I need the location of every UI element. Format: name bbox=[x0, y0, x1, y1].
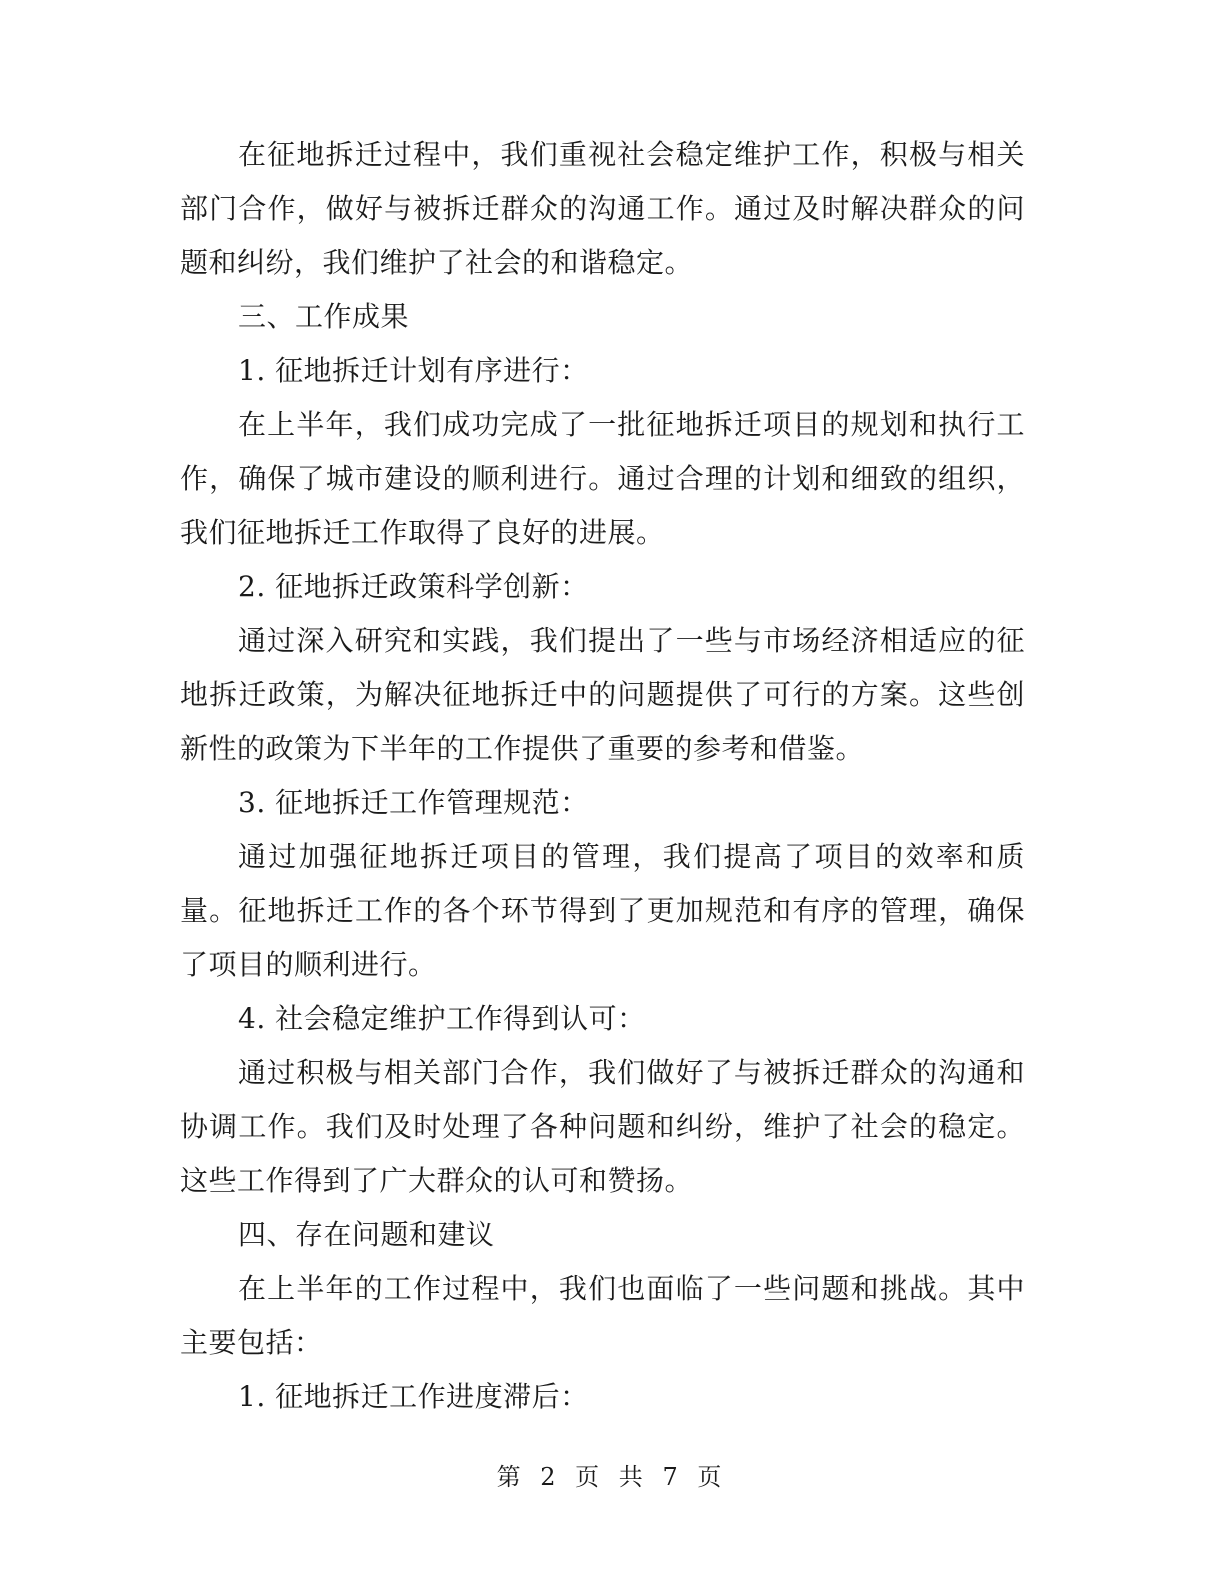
paragraph-policy-innovation: 通过深入研究和实践，我们提出了一些与市场经济相适应的征地拆迁政策，为解决征地拆迁中的问题提供了可行的方案。这些创新性的政策为下半年的工作提供了重要的参考和借鉴。 bbox=[180, 624, 1025, 765]
section-heading-problems: 四、存在问题和建议 bbox=[238, 1218, 495, 1251]
paragraph-management: 通过加强征地拆迁项目的管理，我们提高了项目的效率和质量。征地拆迁工作的各个环节得到了更加规范和有序的管理，确保了项目的顺利进行。 bbox=[180, 840, 1025, 981]
page-footer: 第 2 页 共 7 页 bbox=[496, 1463, 728, 1491]
paragraph-problems-intro: 在上半年的工作过程中，我们也面临了一些问题和挑战。其中主要包括： bbox=[180, 1272, 1025, 1359]
section-heading-results: 三、工作成果 bbox=[238, 300, 410, 333]
list-item-heading-1: 1. 征地拆迁计划有序进行： bbox=[238, 354, 589, 387]
document-page bbox=[180, 128, 1025, 1424]
paragraph-social-stability: 在征地拆迁过程中，我们重视社会稳定维护工作，积极与相关部门合作，做好与被拆迁群众的沟通工作。通过及时解决群众的问题和纠纷，我们维护了社会的和谐稳定。 bbox=[180, 138, 1025, 279]
list-item-heading-delay: 1. 征地拆迁工作进度滞后： bbox=[238, 1380, 589, 1413]
list-item-heading-2: 2. 征地拆迁政策科学创新： bbox=[238, 570, 589, 603]
paragraph-recognition: 通过积极与相关部门合作，我们做好了与被拆迁群众的沟通和协调工作。我们及时处理了各种问题和纠纷，维护了社会的稳定。这些工作得到了广大群众的认可和赞扬。 bbox=[180, 1056, 1025, 1197]
paragraph-plan-progress: 在上半年，我们成功完成了一批征地拆迁项目的规划和执行工作，确保了城市建设的顺利进行。通过合理的计划和细致的组织，我们征地拆迁工作取得了良好的进展。 bbox=[180, 408, 1025, 549]
list-item-heading-4: 4. 社会稳定维护工作得到认可： bbox=[238, 1002, 646, 1035]
list-item-heading-3: 3. 征地拆迁工作管理规范： bbox=[238, 786, 589, 819]
